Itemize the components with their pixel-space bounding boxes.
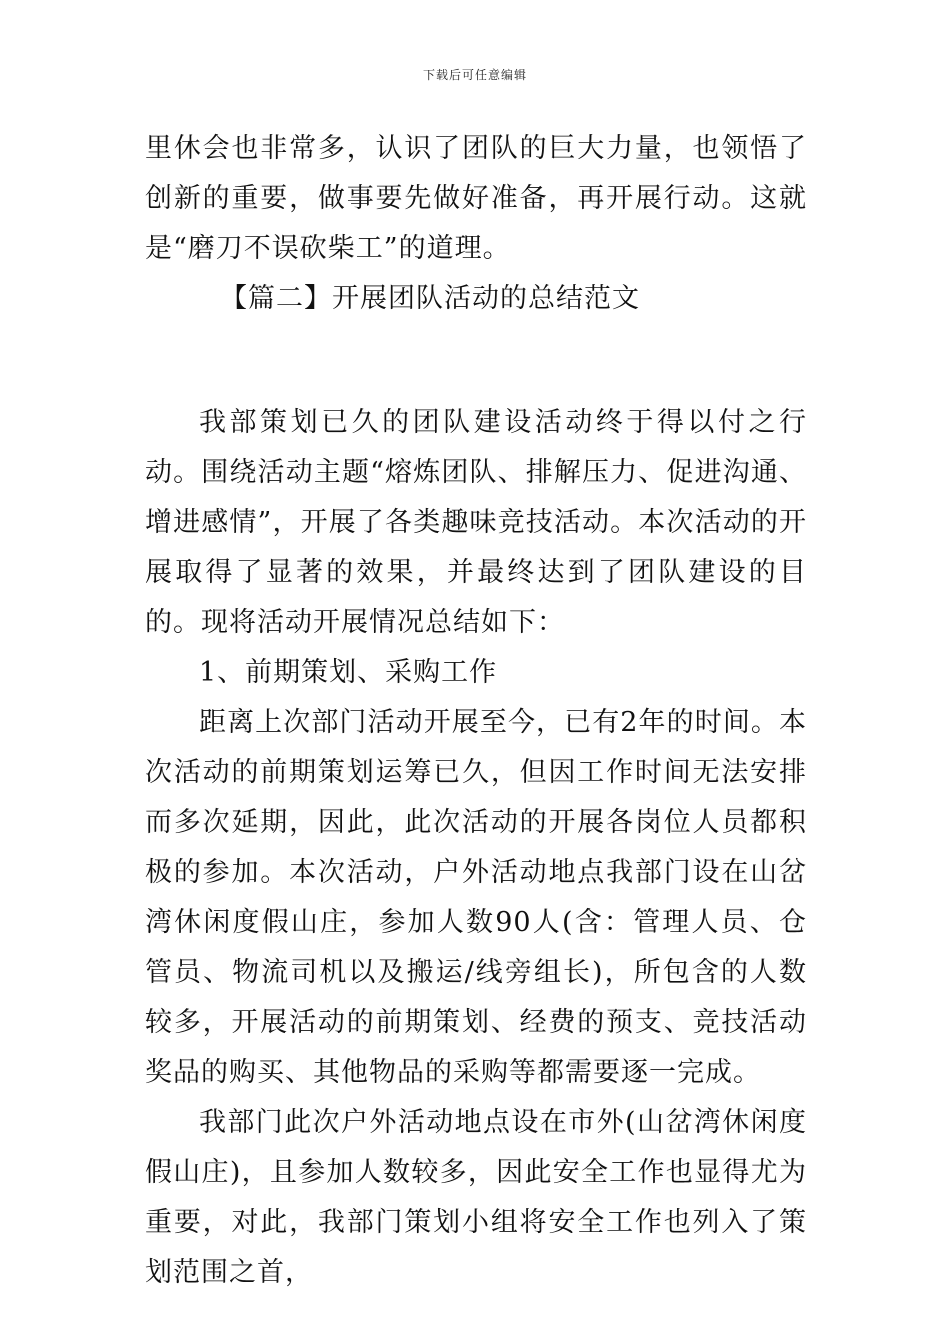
continuation-paragraph: 里休会也非常多，认识了团队的巨大力量，也领悟了创新的重要，做事要先做好准备，再开展行动。这就是“磨刀不误砍柴工”的道理。 [145,133,807,264]
header-note: 下载后可任意编辑 [422,68,527,82]
intro-paragraph: 我部策划已久的团队建设活动终于得以付之行动。围绕活动主题“熔炼团队、排解压力、促进沟通、增进感情”，开展了各类趣味竞技活动。本次活动的开展取得了显著的效果，并最终达到了团队建设的目的。现将活动开展情况总结如下： [145,407,807,638]
subheading-1: 1、前期策划、采购工作 [199,657,498,688]
spacer [145,324,807,398]
paragraph-1: 距离上次部门活动开展至今，已有2年的时间。本次活动的前期策划运筹已久，但因工作时间无法安排而多次延期，因此，此次活动的开展各岗位人员都积极的参加。本次活动，户外活动地点我部门设在山岔湾休闲度假山庄，参加人数90人(含：管理人员、仓管员、物流司机以及搬运/线旁组长)，所包含的人数较多，开展活动的前期策划、经费的预支、竞技活动奖品的购买、其他物品的采购等都需要逐一完成。 [145,707,807,1088]
document-body [145,124,807,1298]
paragraph-2: 我部门此次户外活动地点设在市外(山岔湾休闲度假山庄)，且参加人数较多，因此安全工作也显得尤为重要，对此，我部门策划小组将安全工作也列入了策划范围之首， [145,1107,807,1288]
section-title: 【篇二】开展团队活动的总结范文 [220,283,640,314]
